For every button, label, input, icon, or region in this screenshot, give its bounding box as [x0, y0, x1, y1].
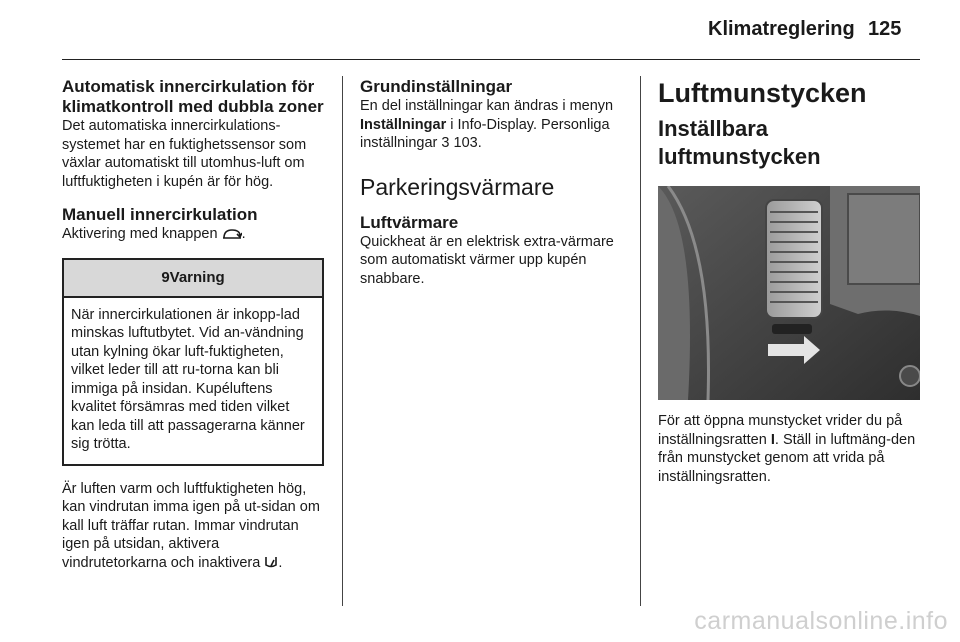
chapter-title: Klimatreglering [708, 18, 855, 40]
heading-air-heater: Luftvärmare [360, 212, 459, 232]
paragraph-manual-recirculation: Aktivering med knappen . [62, 225, 327, 246]
warning-box [62, 258, 324, 466]
adjustment-wheel-marker: I [770, 431, 775, 448]
heading-manual-recirculation: Manuell innercirkulation [62, 205, 258, 224]
paragraph-air-vents: För att öppna munstycket vrider du på inställningsratten I. Ställ in luftmäng-den från munstycket genom att vrida på inställningsratten. [658, 413, 916, 485]
warning-header [64, 260, 322, 298]
heading-auto-recirculation: Automatisk innercirkulation för klimatkontroll med dubbla zoner [62, 77, 324, 116]
page-reference-symbol: 3 [441, 135, 450, 151]
page-reference-number: 103. [453, 135, 482, 151]
paragraph-auto-recirculation: Det automatiska innercirkulations-systemet har en fuktighetssensor som växlar automatiskt till utomhus-luft om luftfuktigheten i kupén är för hög. [62, 118, 307, 190]
warning-symbol: 9 [161, 269, 170, 286]
watermark: carmanualsonline.info [694, 607, 948, 635]
settings-menu-name: Inställningar [360, 116, 447, 133]
paragraph-basic-settings: En del inställningar kan ändras i menyn Inställningar i Info-Display. Personliga inställningar 3 103. [360, 98, 614, 151]
warning-text: När innercirkulationen är inkopp-lad minskas luftutbytet. Vid an-vändning utan kylning ökar luft-fuktigheten, vilket leder till att ru-torna kan bli immiga på insidan. Kupéluftens kvalitet försämras med tiden vilket kan leda till att passagerarna känner sig trötta. [71, 306, 305, 452]
warning-title: Varning [169, 269, 225, 286]
column-3 [658, 77, 926, 486]
page-header [0, 18, 960, 54]
recirculation-icon [222, 227, 242, 246]
column-1 [62, 77, 327, 574]
activation-text: Aktivering med knappen [62, 226, 218, 242]
heading-air-vents: Luftmunstycken [658, 78, 867, 108]
paragraph-fogging: Är luften varm och luftfuktigheten hög, kan vindrutan imma igen på ut-sidan om kall luft träffar rutan. Immar vindrutan igen på utsidan, aktivera vindrutetorkarna och inaktivera . [62, 480, 327, 575]
heading-basic-settings: Grundinställningar [360, 77, 513, 96]
header-rule [62, 59, 920, 60]
paragraph-air-heater: Quickheat är en elektrisk extra-värmare som automatiskt värmer upp kupén snabbare. [360, 233, 614, 287]
air-vent-photo [658, 186, 920, 400]
windscreen-wiper-icon [264, 555, 278, 575]
heading-adjustable-vents: Inställbara luftmunstycken [658, 116, 821, 169]
page-number: 125 [868, 18, 902, 40]
column-2 [360, 77, 628, 288]
column-divider-1 [342, 76, 343, 606]
heading-parking-heater: Parkeringsvärmare [360, 173, 555, 200]
fogging-text: Är luften varm och luftfuktigheten hög, kan vindrutan imma igen på ut-sidan om kall luft träffar rutan. Immar vindrutan igen på utsidan, aktivera vindrutetorkarna och inaktivera [62, 480, 320, 571]
column-divider-2 [640, 76, 641, 606]
